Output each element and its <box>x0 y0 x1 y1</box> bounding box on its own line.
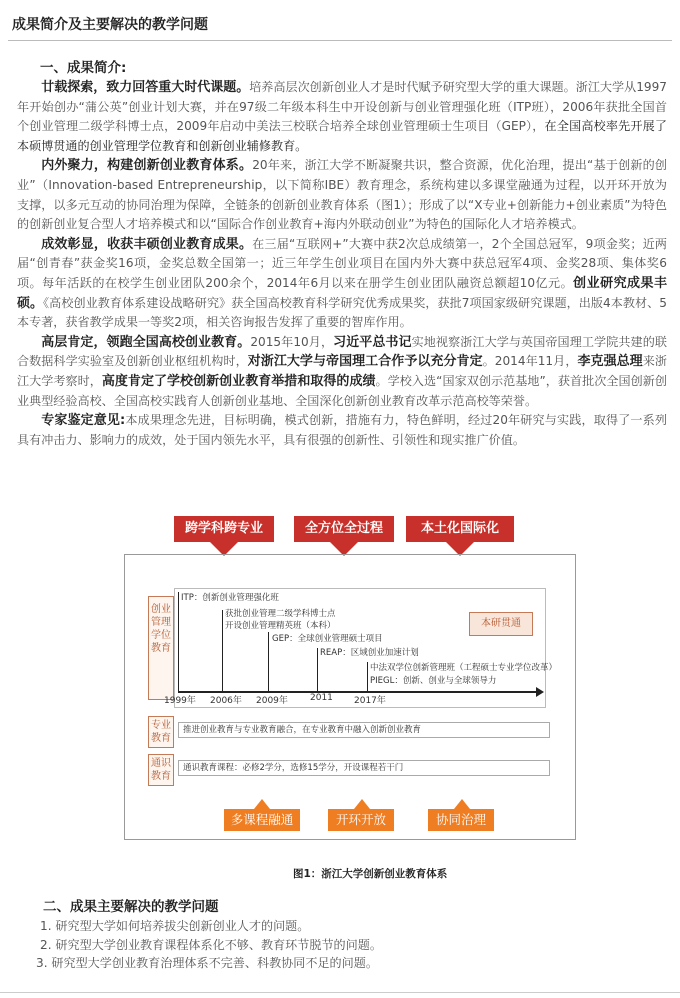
top-arrow-localization: 本土化国际化 <box>406 516 514 568</box>
year-2017: 2017年 <box>354 696 386 706</box>
section1-heading: 一、成果简介: <box>40 60 127 76</box>
paragraph-system: 内外聚力，构建创新创业教育体系。20年来，浙江大学不断凝聚共识，整合资源，优化治理，提出“基于创新的创业”（Innovation-based Entrepreneurship，以下简称IBE）教育理念，系统构建以多课堂融通为过程，以开环开放为支撑，以多元互动的协同治理为保障，全链条的创新创业教育体系（图1）；形成了以“X专业+创新能力+创业素质”为特色的创新创业复合型人才培养模式和以“国际合作创业教育+海内外联动创业”为特色的国际化人才培养模式。 <box>17 158 667 232</box>
milestone-elite: 开设创业管理精英班（本科） <box>225 621 336 631</box>
paragraph-recognition: 高层肯定，领跑全国高校创业教育。2015年10月，习近平总书记实地视察浙江大学与英国帝国理工学院共建的联合数据科学实验室及创新创业枢纽机构时，对浙江大学与帝国理工合作予以充分肯定。2014年11月，李克强总理来浙江大学考察时，高度肯定了学校创新创业教育举措和取得的成绩。学校入选“国家双创示范基地”，获首批次全国创新创业典型经验高校、全国高校实践育人创新创业基地、全国深化创新创业教育改革示范高校等荣誉。 <box>17 334 667 408</box>
bottom-label-governance: 协同治理 <box>428 809 494 831</box>
band-professional: 推进创业教育与专业教育融合，在专业教育中融入创新创业教育 <box>178 722 550 738</box>
bottom-divider <box>0 992 680 993</box>
bottom-label-open: 开环开放 <box>328 809 394 831</box>
section2-heading: 二、成果主要解决的教学问题 <box>43 899 219 915</box>
year-2011: 2011 <box>310 693 333 703</box>
year-2006: 2006年 <box>210 696 242 706</box>
bottom-label-courses: 多课程融通 <box>224 809 300 831</box>
section2 <box>20 897 660 973</box>
band-general: 通识教育课程：必修2学分，选修15学分，开设课程若干门 <box>178 760 550 776</box>
through-badge: 本研贯通 <box>469 612 533 636</box>
side-label-degree: 创业管理学位教育 <box>148 596 174 700</box>
side-label-general: 通识教育 <box>148 754 174 786</box>
milestone-piegl: PIEGL：创新、创业与全球领导力 <box>370 676 497 686</box>
timeline-arrow-icon <box>536 687 544 697</box>
milestone-reap: REAP：区域创业加速计划 <box>320 648 419 658</box>
page-title: 成果简介及主要解决的教学问题 <box>12 17 208 33</box>
top-arrow-interdisciplinary: 跨学科跨专业 <box>174 516 274 568</box>
paragraph-results: 成效彰显，收获丰硕创业教育成果。在三届“互联网+”大赛中获2次总成绩第一，2个全国总冠军，9项金奖；近两届“创青春”获金奖16项，金奖总数全国第一；近三年学生创业项目在国内外大赛中获总冠军4项、金奖28项、集体奖6项。每年活跃的在校学生创业团队200余个，2014年6月以来在册学生创业团队融资总额超10亿元。创业研究成果丰硕。《高校创业教育体系建设战略研究》获全国高校教育科学研究优秀成果奖，获批7项国家级研究课题，出版4本教材、5本专著，获省教学成果一等奖2项，相关咨询报告发挥了重要的智库作用。 <box>17 236 667 330</box>
problem-item-1: 1. 研究型大学如何培养拔尖创新创业人才的问题。 <box>40 919 310 933</box>
side-label-professional: 专业教育 <box>148 716 174 748</box>
summary-body <box>17 58 667 450</box>
milestone-phd: 获批创业管理二级学科博士点 <box>225 609 336 619</box>
paragraph-expert: 专家鉴定意见:本成果理念先进，目标明确，模式创新，措施有力，特色鲜明，经过20年研究与实践，取得了一系列具有冲击力、影响力的成效，处于国内领先水平，具有很强的创新性、引领性和现实推广价值。 <box>17 413 667 447</box>
problem-item-2: 2. 研究型大学创业教育课程体系化不够、教育环节脱节的问题。 <box>40 937 382 952</box>
problem-item-3: 3. 研究型大学创业教育治理体系不完善、科教协同不足的问题。 <box>36 956 378 970</box>
year-2009: 2009年 <box>256 696 288 706</box>
paragraph-exploration: 廿载探索，致力回答重大时代课题。培养高层次创新创业人才是时代赋予研究型大学的重大课题。浙江大学从1997年开始创办“蒲公英”创业计划大赛，并在97级二年级本科生中开设创新与创业管理强化班（ITP班），2006年获批全国首个创业管理二级学科博士点，2009年启动中美法三校联合培养全球创业管理硕士生项目（GEP），在全国高校率先开展了本硕博贯通的创业管理学位教育和创新创业辅修教育。 <box>17 80 667 153</box>
title-divider <box>8 40 672 41</box>
year-1999: 1999年 <box>164 696 196 706</box>
figure-caption: 图1：浙江大学创新创业教育体系 <box>293 868 448 880</box>
milestone-itp: ITP：创新创业管理强化班 <box>181 593 279 603</box>
top-arrow-all-round: 全方位全过程 <box>294 516 394 568</box>
milestone-gep: GEP：全球创业管理硕士项目 <box>272 634 383 644</box>
milestone-dual-degree: 中法双学位创新管理班（工程硕士专业学位改革） <box>370 663 558 673</box>
education-system-figure <box>124 516 584 856</box>
